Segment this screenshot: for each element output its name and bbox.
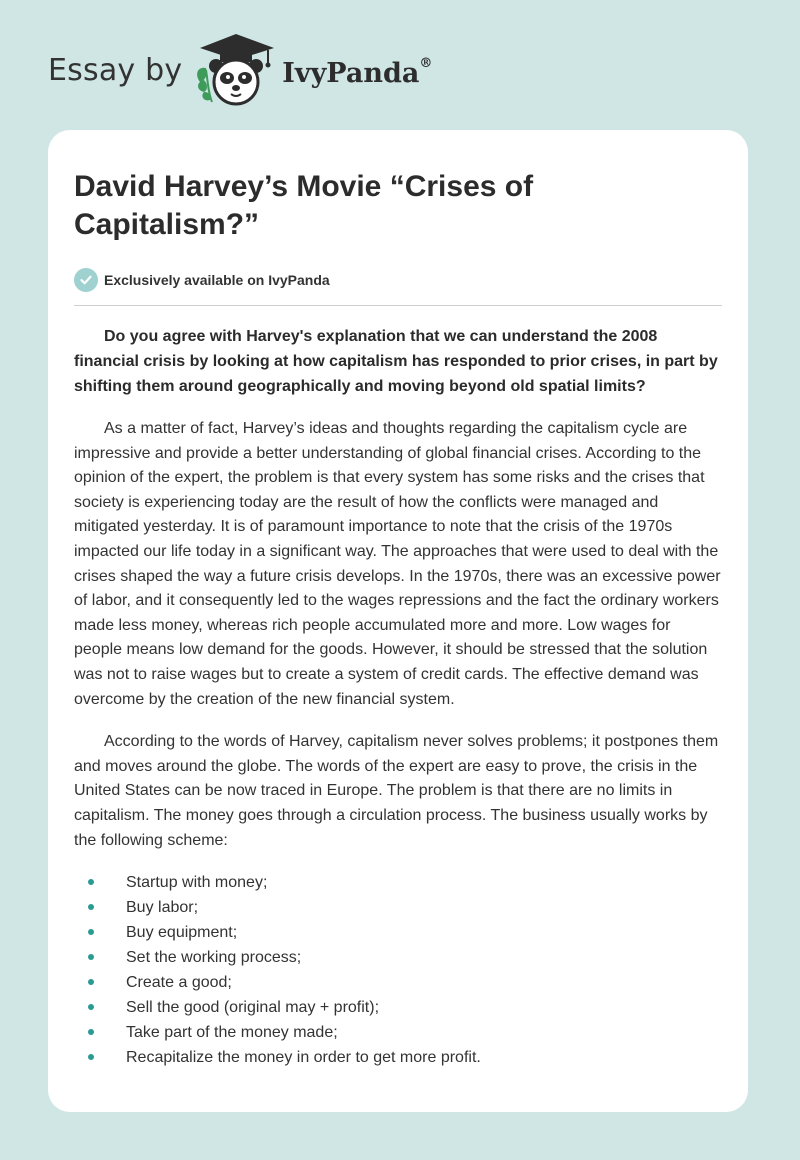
- business-scheme-list: [74, 870, 722, 1070]
- list-item: Buy labor;: [74, 895, 722, 920]
- list-item: Startup with money;: [74, 870, 722, 895]
- list-item: Take part of the money made;: [74, 1020, 722, 1045]
- essay-card: [48, 130, 748, 1112]
- title-divider: [74, 305, 722, 306]
- panda-graduate-icon[interactable]: [194, 30, 278, 110]
- list-item: Sell the good (original may + profit);: [74, 995, 722, 1020]
- list-item: Create a good;: [74, 970, 722, 995]
- list-item: Recapitalize the money in order to get more profit.: [74, 1045, 722, 1070]
- essay-question: Do you agree with Harvey's explanation that we can understand the 2008 financial crisis by looking at how capitalism has responded to prior crises, in part by shifting them around geographically and moving beyond old spatial limits?: [74, 328, 718, 395]
- trademark-symbol: ®: [419, 55, 433, 71]
- body-paragraph-1: As a matter of fact, Harvey’s ideas and thoughts regarding the capitalism cycle are impressive and provide a better understanding of global financial crises. According to the opinion of the expert, the problem is that every system has some risks and the crises that society is experiencing today are the result of how the conflicts were managed and mitigated yesterday. It is of paramount importance to note that the crisis of the 1970s impacted our life today in a significant way. The approaches that were used to deal with the crises shaped the way a future crisis develops. In the 1970s, there was an excessive power of labor, and it consequently led to the wages repressions and the fact the ordinary workers made less money, whereas rich people accumulated more and more. Low wages for people means low demand for the goods. However, it should be stressed that the solution was not to raise wages but to create a system of credit cards. The effective demand was overcome by the creation of the new financial system.: [74, 420, 721, 708]
- essay-title: David Harvey’s Movie “Crises of Capitalism?”: [74, 170, 534, 241]
- site-header: [48, 30, 432, 110]
- body-paragraph-2: According to the words of Harvey, capitalism never solves problems; it postpones them and moves around the globe. The words of the expert are easy to prove, the crisis in the United States can be now traced in Europe. The problem is that there are no limits in capitalism. The money goes through a circulation process. The business usually works by the following scheme:: [74, 733, 719, 849]
- exclusive-label: Exclusively available on IvyPanda: [104, 272, 330, 288]
- check-circle-icon: [74, 268, 98, 292]
- essay-by-label: Essay by: [48, 52, 183, 88]
- list-item: Buy equipment;: [74, 920, 722, 945]
- list-item: Set the working process;: [74, 945, 722, 970]
- brand-text: IvyPanda: [282, 57, 420, 89]
- brand-name[interactable]: [282, 55, 433, 89]
- exclusive-badge: [74, 268, 722, 292]
